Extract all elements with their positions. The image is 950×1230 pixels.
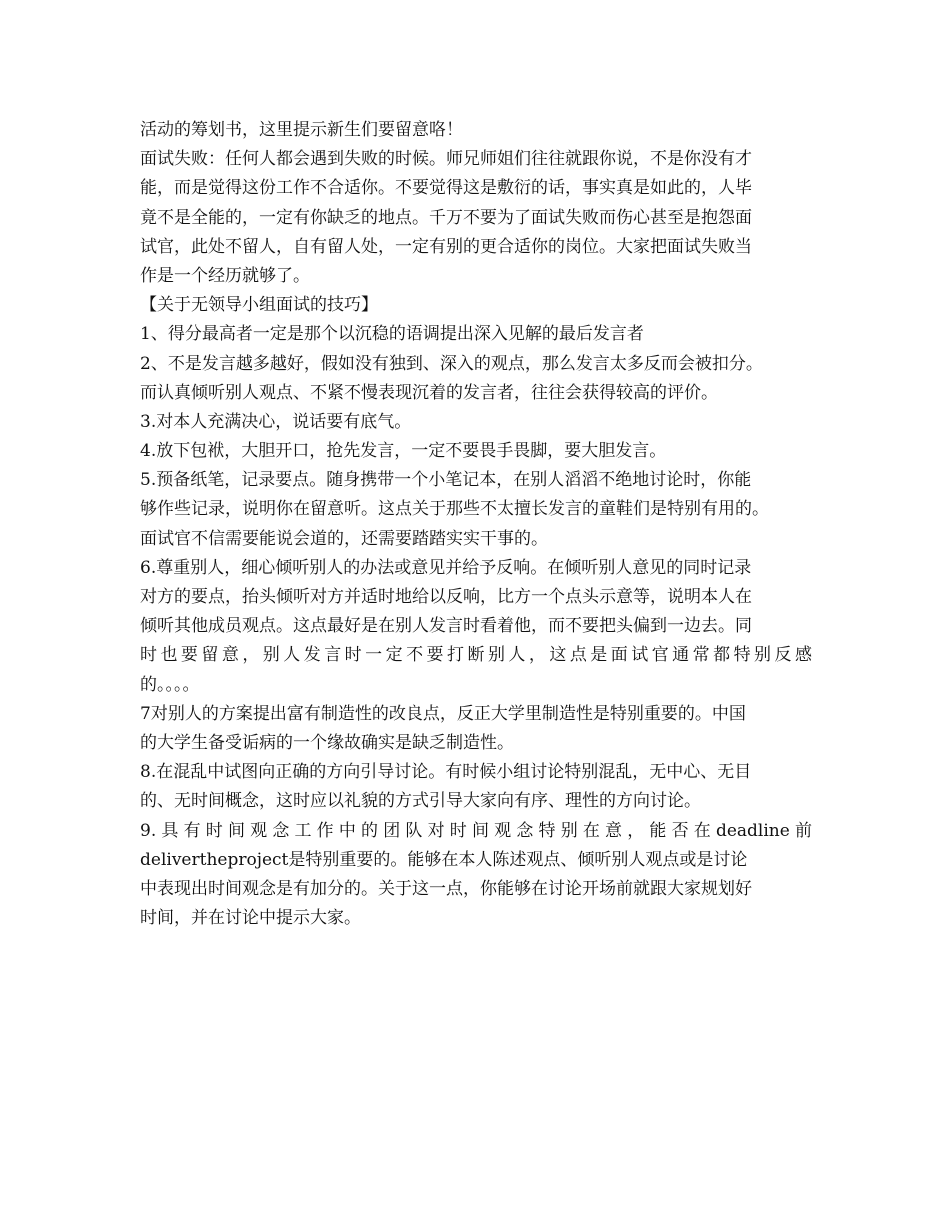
text-line: 能，而是觉得这份工作不合适你。不要觉得这是敷衍的话，事实真是如此的，人毕: [140, 178, 752, 199]
text-line: 4.放下包袱，大胆开口，抢先发言，一定不要畏手畏脚，要大胆发言。: [140, 441, 667, 462]
text-line: 而认真倾听别人观点、不紧不慢表现沉着的发言者，往往会获得较高的评价。: [140, 382, 718, 403]
text-line: 试官，此处不留人，自有留人处，一定有别的更合适你的岗位。大家把面试失败当: [140, 236, 752, 257]
text-line: 时也要留意，别人发言时一定不要打断别人，这点是面试官通常都特别反感: [140, 645, 812, 666]
text-line: 面试官不信需要能说会道的，还需要踏踏实实干事的。: [140, 528, 548, 549]
text-line: 时间，并在讨论中提示大家。: [140, 908, 361, 929]
text-line: 够作些记录，说明你在留意听。这点关于那些不太擅长发言的童鞋们是特别有用的。: [140, 499, 769, 520]
text-line: 1、得分最高者一定是那个以沉稳的语调提出深入见解的最后发言者: [140, 324, 644, 345]
text-line: 对方的要点，抬头倾听对方并适时地给以反响，比方一个点头示意等，说明本人在: [140, 587, 752, 607]
text-line: 6.尊重别人，细心倾听别人的办法或意见并给予反响。在倾听别人意见的同时记录: [140, 557, 752, 578]
text-line: 活动的筹划书，这里提示新生们要留意咯！: [140, 120, 463, 140]
text-line: 中表现出时间观念是有加分的。关于这一点，你能够在讨论开场前就跟大家规划好: [140, 878, 752, 899]
text-line: 的、无时间概念，这时应以礼貌的方式引导大家向有序、理性的方向讨论。: [140, 791, 701, 812]
text-line: 9.具有时间观念工作中的团队对时间观念特别在意，能否在deadline前: [140, 820, 812, 841]
section-heading: 【关于无领导小组面试的技巧】: [140, 295, 378, 316]
text-line: 的。。。。: [140, 674, 200, 695]
text-line: 面试失败：任何人都会遇到失败的时候。师兄师姐们往往就跟你说，不是你没有才: [140, 149, 752, 170]
text-line: 倾听其他成员观点。这点最好是在别人发言时看着他，而不要把头偏到一边去。同: [140, 616, 752, 637]
text-line: 5.预备纸笔，记录要点。随身携带一个小笔记本，在别人滔滔不绝地讨论时，你能: [140, 470, 752, 491]
text-line: 竟不是全能的，一定有你缺乏的地点。千万不要为了面试失败而伤心甚至是抱怨面: [140, 207, 752, 228]
text-line: 作是一个经历就够了。: [140, 265, 310, 286]
text-line: 3.对本人充满决心，说话要有底气。: [140, 411, 412, 432]
text-line: 2、不是发言越多越好，假如没有独到、深入的观点，那么发言太多反而会被扣分。: [140, 353, 763, 374]
text-line: 8.在混乱中试图向正确的方向引导讨论。有时候小组讨论特别混乱，无中心、无目: [140, 762, 752, 783]
text-line: 7对别人的方案提出富有制造性的改良点，反正大学里制造性是特别重要的。中国: [140, 703, 746, 724]
text-line: delivertheproject是特别重要的。能够在本人陈述观点、倾听别人观点或是讨论: [140, 849, 748, 870]
document-page: [140, 116, 820, 933]
text-line: 的大学生备受诟病的一个缘故确实是缺乏制造性。: [140, 732, 514, 753]
